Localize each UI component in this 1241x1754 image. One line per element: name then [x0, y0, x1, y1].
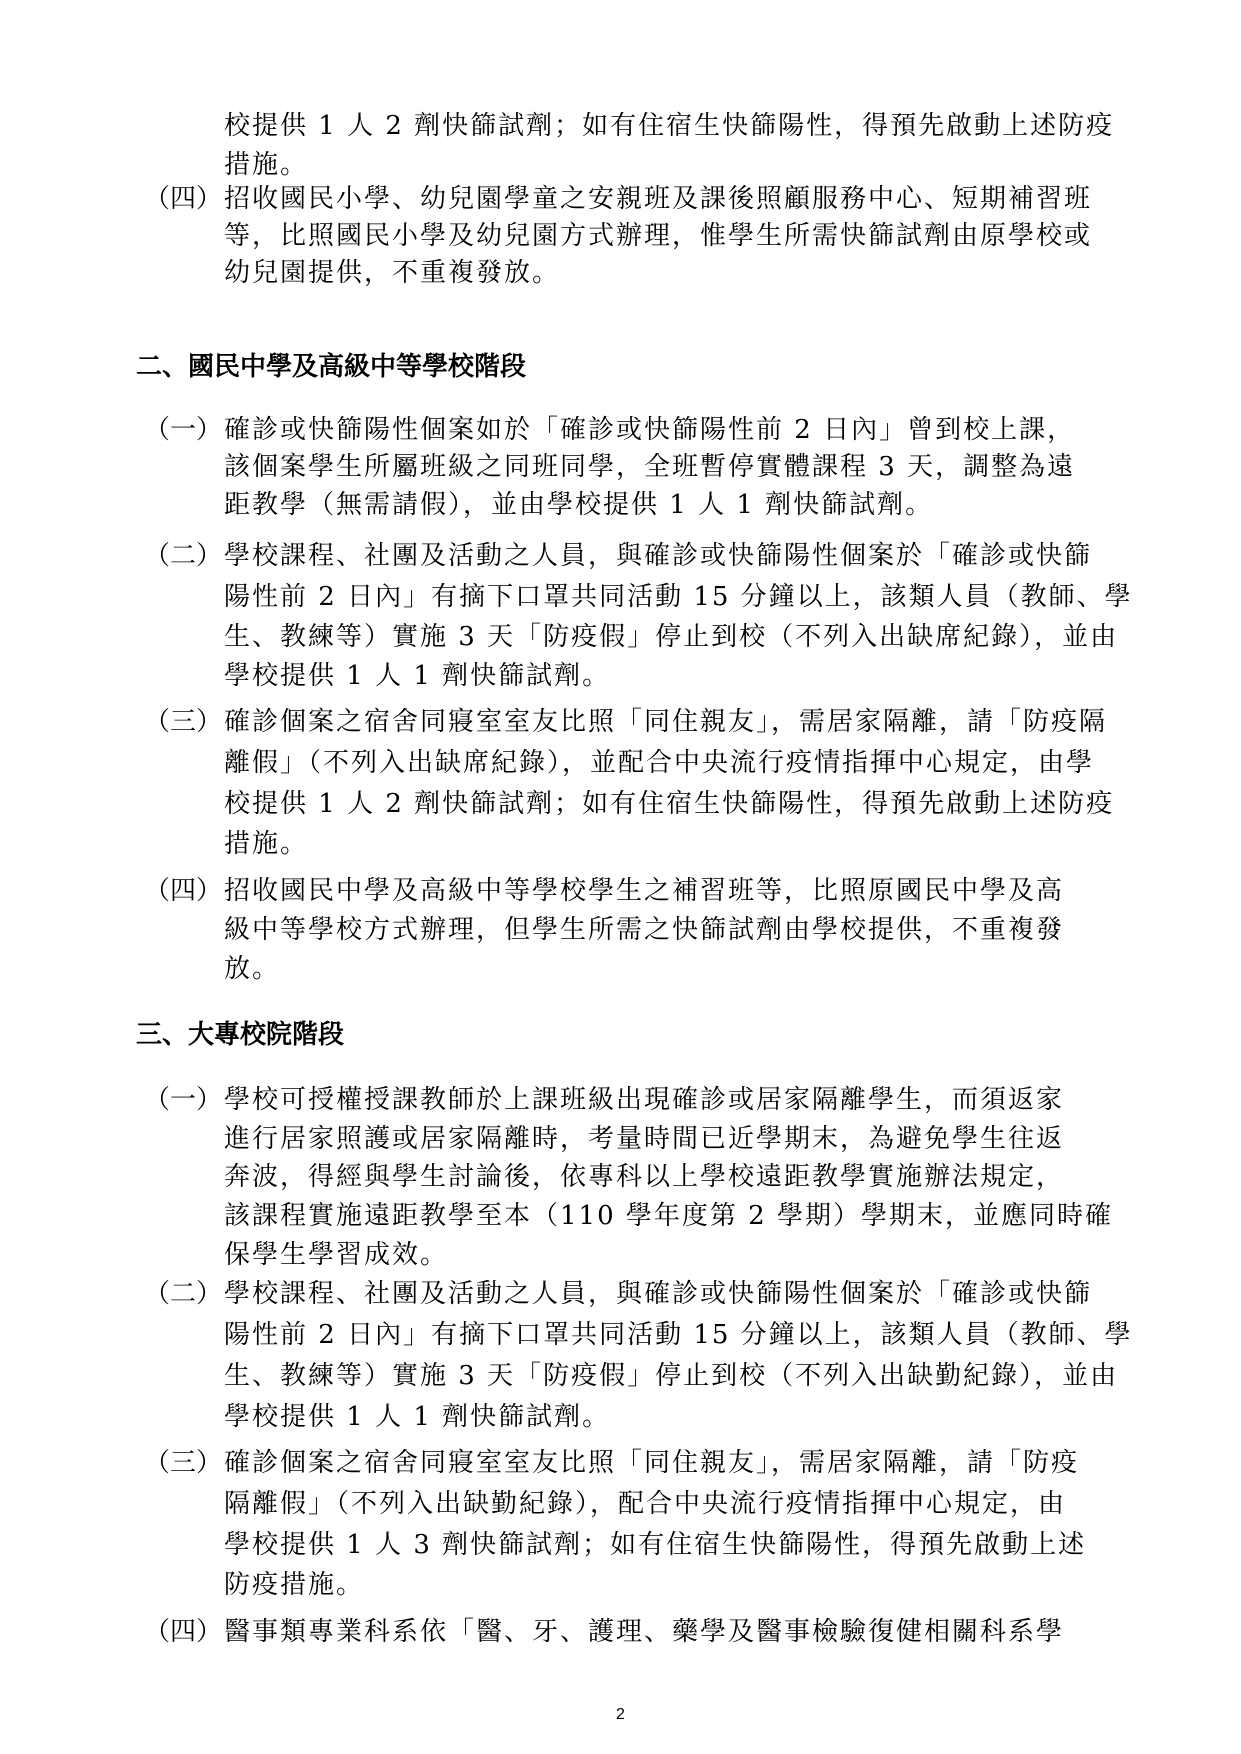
paragraph-line: 進行居家照護或居家隔離時，考量時間已近學期末，為避免學生往返	[224, 1124, 1065, 1154]
item-label: （二）	[144, 1279, 223, 1309]
paragraph-line: 確診個案之宿舍同寢室室友比照「同住親友」，需居家隔離，請「防疫隔	[224, 707, 1108, 737]
paragraph-line: 奔波，得經與學生討論後，依專科以上學校遠距教學實施辦法規定，	[224, 1162, 1065, 1192]
paragraph-line: 陽性前 2 日內」有摘下口罩共同活動 15 分鐘以上，該類人員（教師、學	[224, 1320, 1133, 1350]
paragraph-line: 該個案學生所屬班級之同班同學，全班暫停實體課程 3 天，調整為遠	[224, 452, 1076, 482]
item-label: （四）	[144, 876, 223, 906]
item-label: （四）	[144, 1617, 223, 1647]
paragraph-line: 等，比照國民小學及幼兒園方式辦理，惟學生所需快篩試劑由原學校或	[224, 221, 1093, 251]
item-label: （三）	[144, 1448, 223, 1478]
paragraph-line: 確診或快篩陽性個案如於「確診或快篩陽性前 2 日內」曾到校上課，	[224, 415, 1076, 445]
item-label: （四）	[144, 184, 223, 214]
paragraph-line: 招收國民中學及高級中等學校學生之補習班等，比照原國民中學及高	[224, 876, 1065, 906]
paragraph-line: 確診個案之宿舍同寢室室友比照「同住親友」，需居家隔離，請「防疫	[224, 1448, 1080, 1478]
paragraph-line: 學校課程、社團及活動之人員，與確診或快篩陽性個案於「確診或快篩	[224, 1279, 1093, 1309]
paragraph-line: 幼兒園提供，不重複發放。	[224, 258, 561, 288]
paragraph-line: 放。	[224, 954, 281, 984]
item-label: （三）	[144, 707, 223, 737]
paragraph-line: 距教學（無需請假），並由學校提供 1 人 1 劑快篩試劑。	[224, 490, 934, 520]
paragraph-line: 離假」（不列入出缺席紀錄），並配合中央流行疫情指揮中心規定，由學	[224, 748, 1095, 778]
paragraph-line: 級中等學校方式辦理，但學生所需之快篩試劑由學校提供，不重複發	[224, 915, 1065, 945]
paragraph-line: 校提供 1 人 2 劑快篩試劑；如有住宿生快篩陽性，得預先啟動上述防疫	[224, 789, 1115, 819]
item-label: （一）	[144, 415, 223, 445]
paragraph-line: 學校可授權授課教師於上課班級出現確診或居家隔離學生，而須返家	[224, 1085, 1065, 1115]
paragraph-line: 隔離假」（不列入出缺勤紀錄），配合中央流行疫情指揮中心規定，由	[224, 1489, 1067, 1519]
paragraph-line: 學校提供 1 人 1 劑快篩試劑。	[224, 1402, 611, 1432]
paragraph-line: 生、教練等）實施 3 天「防疫假」停止到校（不列入出缺勤紀錄），並由	[224, 1361, 1119, 1391]
paragraph-line: 學校提供 1 人 3 劑快篩試劑；如有住宿生快篩陽性，得預先啟動上述	[224, 1530, 1087, 1560]
paragraph-line: 該課程實施遠距教學至本（110 學年度第 2 學期）學期末，並應同時確	[224, 1201, 1113, 1231]
paragraph-line: 措施。	[224, 150, 309, 180]
paragraph-line: 招收國民小學、幼兒園學童之安親班及課後照顧服務中心、短期補習班	[224, 184, 1093, 214]
paragraph-line: 生、教練等）實施 3 天「防疫假」停止到校（不列入出缺席紀錄），並由	[224, 622, 1119, 652]
paragraph-line: 校提供 1 人 2 劑快篩試劑；如有住宿生快篩陽性，得預先啟動上述防疫	[224, 111, 1115, 141]
page-number: 2	[616, 1706, 625, 1723]
paragraph-line: 學校課程、社團及活動之人員，與確診或快篩陽性個案於「確診或快篩	[224, 541, 1093, 571]
paragraph-line: 醫事類專業科系依「醫、牙、護理、藥學及醫事檢驗復健相關科系學	[224, 1617, 1065, 1647]
section-heading: 三、大專校院階段	[136, 1020, 345, 1050]
paragraph-line: 保學生學習成效。	[224, 1240, 449, 1270]
paragraph-line: 學校提供 1 人 1 劑快篩試劑。	[224, 661, 611, 691]
paragraph-line: 措施。	[224, 829, 309, 859]
paragraph-line: 防疫措施。	[224, 1570, 365, 1600]
item-label: （二）	[144, 541, 223, 571]
item-label: （一）	[144, 1085, 223, 1115]
paragraph-line: 陽性前 2 日內」有摘下口罩共同活動 15 分鐘以上，該類人員（教師、學	[224, 582, 1133, 612]
section-heading: 二、國民中學及高級中等學校階段	[136, 352, 527, 382]
